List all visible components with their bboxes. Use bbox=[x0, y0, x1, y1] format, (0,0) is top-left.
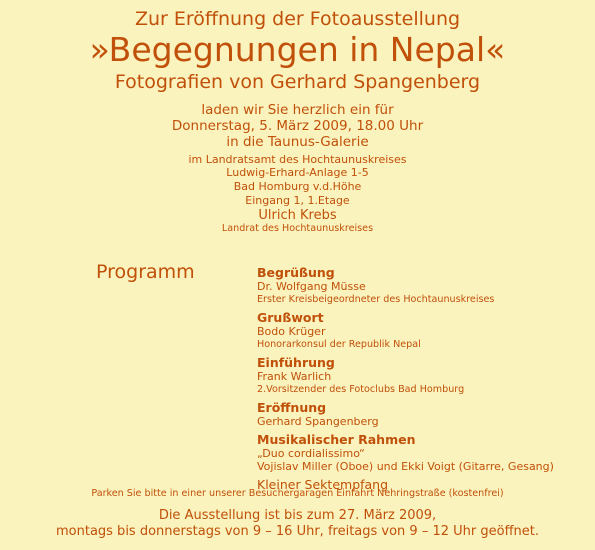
address-city: Bad Homburg v.d.Höhe bbox=[233, 180, 362, 193]
program-item-title: Begrüßung bbox=[257, 265, 335, 280]
program-item-speaker: Dr. Wolfgang Müsse bbox=[257, 280, 366, 293]
address-entrance: Eingang 1, 1.Etage bbox=[245, 194, 350, 207]
parking-note: Parken Sie bitte in einer unserer Besuchergaragen Einfahrt Nehringstraße (kostenfrei) bbox=[91, 488, 504, 499]
intro-line: Zur Eröffnung der Fotoausstellung bbox=[134, 8, 461, 30]
program-item bbox=[257, 265, 554, 306]
program-item bbox=[257, 355, 554, 396]
reception-note: Kleiner Sektempfang bbox=[257, 477, 389, 492]
exhibition-title: »Begegnungen in Nepal« bbox=[89, 30, 506, 69]
program-item-role: Honorarkonsul der Republik Nepal bbox=[257, 339, 421, 350]
program-item-role: 2.Vorsitzender des Fotoclubs Bad Homburg bbox=[257, 384, 465, 395]
opening-hours: montags bis donnerstags von 9 – 16 Uhr, freitags von 9 – 12 Uhr geöffnet. bbox=[55, 524, 539, 539]
program-heading: Programm bbox=[96, 261, 195, 283]
program-item-speaker: Bodo Krüger bbox=[257, 325, 326, 338]
program-item bbox=[257, 432, 554, 473]
program-item-role: Erster Kreisbeigeordneter des Hochtaunuskreises bbox=[257, 294, 495, 305]
music-performers: Vojislav Miller (Oboe) und Ekki Voigt (Gitarre, Gesang) bbox=[257, 460, 554, 473]
program-item bbox=[257, 310, 554, 351]
invitation-line: laden wir Sie herzlich ein für bbox=[201, 102, 394, 118]
venue: in die Taunus-Galerie bbox=[226, 134, 369, 150]
music-ensemble: „Duo cordialissimo“ bbox=[257, 447, 365, 460]
exhibition-dates: Die Ausstellung ist bis zum 27. März 2009, bbox=[158, 508, 437, 523]
program-item-title: Eröffnung bbox=[257, 400, 327, 415]
program-item-speaker: Gerhard Spangenberg bbox=[257, 415, 379, 428]
program-item bbox=[257, 400, 554, 428]
program-item-title: Musikalischer Rahmen bbox=[257, 432, 416, 447]
exhibition-subtitle: Fotografien von Gerhard Spangenberg bbox=[114, 71, 481, 93]
host-name: Ulrich Krebs bbox=[258, 208, 337, 223]
address-street: Ludwig-Erhard-Anlage 1-5 bbox=[226, 166, 369, 179]
program-item-title: Grußwort bbox=[257, 310, 324, 325]
host-role: Landrat des Hochtaunuskreises bbox=[221, 223, 374, 234]
event-date: Donnerstag, 5. März 2009, 18.00 Uhr bbox=[171, 118, 424, 134]
program-list bbox=[257, 265, 554, 492]
address-line: im Landratsamt des Hochtaunuskreises bbox=[188, 153, 407, 166]
program-item-speaker: Frank Warlich bbox=[257, 370, 332, 383]
program-item-title: Einführung bbox=[257, 355, 335, 370]
